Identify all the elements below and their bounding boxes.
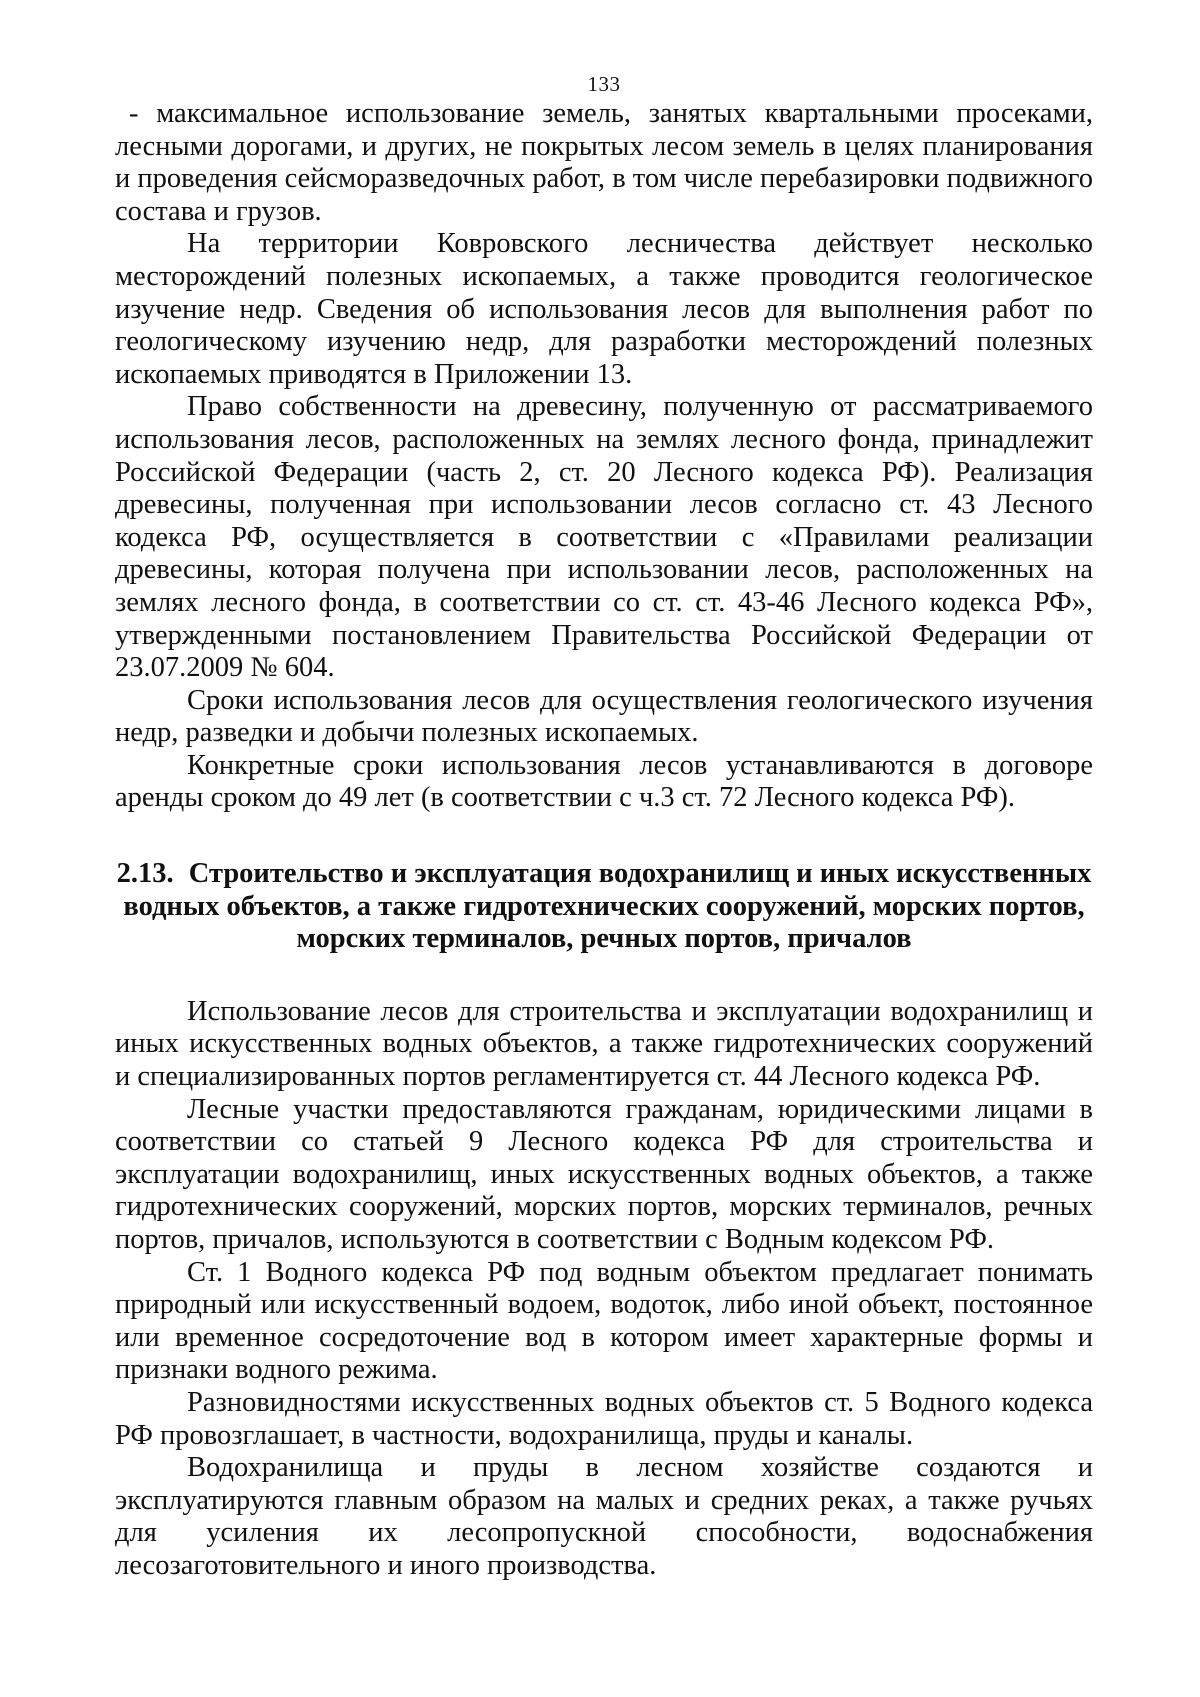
paragraph: Сроки использования лесов для осуществления геологического изучения недр, разведки и добычи полезных ископаемых. — [115, 684, 1093, 749]
section-title: Строительство и эксплуатация водохранилищ и иных искусственных водных объектов, а также гидротехнических сооружений, морских портов, морских терминалов, речных портов, причалов — [123, 858, 1092, 955]
paragraph: Водохранилища и пруды в лесном хозяйстве создаются и эксплуатируются главным образом на малых и средних реках, а также ручьях для усиления их лесопропускной способности, водоснабжения лесозаготовительного и иного производства. — [115, 1452, 1093, 1581]
paragraph: Конкретные сроки использования лесов устанавливаются в договоре аренды сроком до 49 лет (в соответствии с ч.3 ст. 72 Лесного кодекса РФ). — [115, 749, 1093, 814]
paragraph: - максимальное использование земель, занятых квартальными просеками, лесными дорогами, и других, не покрытых лесом земель в целях планирования и проведения сейсморазведочных работ, в том числе перебазировки подвижного состава и грузов. — [115, 98, 1093, 227]
section-number: 2.13. — [116, 858, 174, 890]
paragraph: На территории Ковровского лесничества действует несколько месторождений полезных ископаемых, а также проводится геологическое изучение недр. Сведения об использования лесов для выполнения работ по геологическому изучению недр, для разработки месторождений полезных ископаемых приводятся в Приложении 13. — [115, 228, 1093, 390]
paragraph: Ст. 1 Водного кодекса РФ под водным объектом предлагает понимать природный или искусственный водоем, водоток, либо иной объект, постоянное или временное сосредоточение вод в котором имеет характерные формы и признаки водного режима. — [115, 1256, 1093, 1386]
section-heading — [115, 858, 1093, 956]
paragraph: Лесные участки предоставляются гражданам, юридическими лицами в соответствии со статьей 9 Лесного кодекса РФ для строительства и эксплуатации водохранилищ, иных искусственных водных объектов, а также гидротехнических сооружений, морских портов, морских терминалов, речных портов, причалов, используются в соответствии с Водным кодексом РФ. — [115, 1093, 1093, 1255]
page-number: 133 — [587, 72, 621, 96]
paragraph: Разновидностями искусственных водных объектов ст. 5 Водного кодекса РФ провозглашает, в частности, водохранилища, пруды и каналы. — [115, 1386, 1093, 1451]
paragraph: Право собственности на древесину, полученную от рассматриваемого использования лесов, расположенных на землях лесного фонда, принадлежит Российской Федерации (часть 2, ст. 20 Лесного кодекса РФ). Реализация древесины, полученная при использовании лесов согласно ст. 43 Лесного кодекса РФ, осуществляется в соответствии с «Правилами реализации древесины, которая получена при использовании лесов, расположенных на землях лесного фонда, в соответствии со ст. ст. 43-46 Лесного кодекса РФ», утвержденными постановлением Правительства Российской Федерации от 23.07.2009 № 604. — [115, 391, 1093, 684]
paragraph: Использование лесов для строительства и эксплуатации водохранилищ и иных искусственных водных объектов, а также гидротехнических сооружений и специализированных портов регламентируется ст. 44 Лесного кодекса РФ. — [115, 995, 1093, 1093]
